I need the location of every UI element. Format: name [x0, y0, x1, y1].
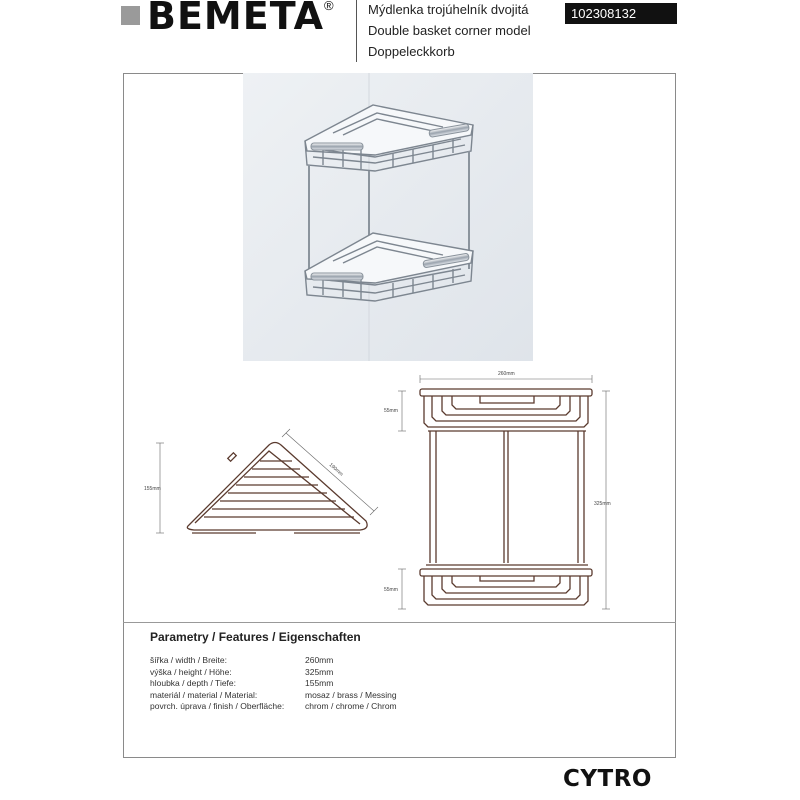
brand-logo [121, 0, 346, 38]
spec-value: chrom / chrome / Chrom [305, 701, 397, 711]
spec-value: 155mm [305, 678, 334, 688]
header-divider [356, 0, 357, 62]
product-name-en: Double basket corner model [368, 23, 531, 38]
product-name-de: Doppeleckkorb [368, 44, 455, 59]
depth-dimension-label: 155mm [144, 486, 161, 492]
product-code: 102308132 [565, 3, 677, 24]
height-dimension-label: 325mm [594, 501, 611, 507]
bottom-basket-dimension-label: 55mm [384, 587, 398, 593]
spec-label: materiál / material / Material: [150, 689, 258, 700]
spec-row-height [150, 667, 550, 679]
spec-row-finish [150, 701, 550, 713]
product-names [368, 0, 531, 62]
front-view-drawing [380, 365, 620, 615]
spec-row-width [150, 655, 550, 667]
brand-name: BEMETA [147, 0, 325, 38]
model-name: CYTRO [563, 766, 652, 792]
spec-row-depth [150, 678, 550, 690]
spec-label: šířka / width / Breite: [150, 655, 227, 665]
spec-value: 260mm [305, 655, 334, 665]
spec-label: povrch. úprava / finish / Oberfläche: [150, 701, 285, 711]
logo-square-icon [121, 6, 140, 25]
parameters-divider [123, 622, 676, 623]
spec-value: 325mm [305, 666, 334, 677]
product-name-cz: Mýdlenka trojúhelník dvojitá [368, 2, 529, 17]
top-basket-dimension-label: 55mm [384, 408, 398, 414]
spec-value: mosaz / brass / Messing [305, 689, 397, 700]
width-dimension-label: 260mm [498, 371, 515, 377]
diagonal-dimension-label: 190mm [327, 462, 345, 478]
top-view-drawing [134, 425, 384, 550]
spec-label: výška / height / Höhe: [150, 666, 232, 677]
parameters-table [150, 655, 550, 713]
registered-mark: ® [324, 0, 334, 13]
spec-row-material [150, 690, 550, 702]
spec-label: hloubka / depth / Tiefe: [150, 678, 237, 688]
parameters-title: Parametry / Features / Eigenschaften [150, 630, 361, 644]
product-photo [243, 73, 533, 361]
